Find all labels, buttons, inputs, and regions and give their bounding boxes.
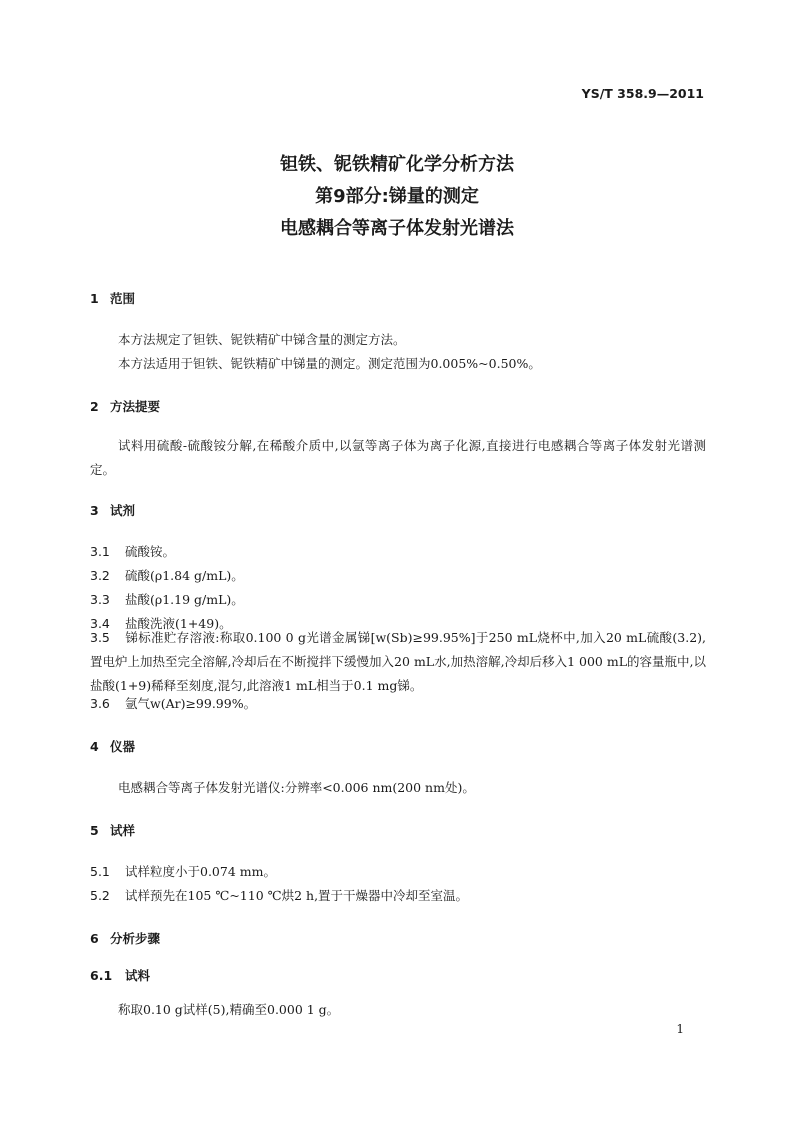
- section-1-heading: [90, 289, 135, 309]
- item-number: 3.3: [90, 592, 110, 607]
- section-4-heading: [90, 737, 135, 757]
- item-number: 3.1: [90, 544, 110, 559]
- item-text: 试样粒度小于0.074 mm。: [125, 864, 276, 879]
- page-number: 1: [676, 1022, 684, 1036]
- paragraph: 本方法适用于钽铁、铌铁精矿中锑量的测定。测定范围为0.005%~0.50%。: [118, 356, 541, 371]
- item-text: 硫酸(ρ1.84 g/mL)。: [125, 568, 244, 583]
- item-text: 锑标准贮存溶液:称取0.100 0 g光谱金属锑[w(Sb)≥99.95%]于250 mL烧杯中,加入20 mL硫酸(3.2),置电炉上加热至完全溶解,冷却后在不断搅拌下缓慢加入20 mL水,加热溶解,冷却后移入1 000 mL的容量瓶中,以盐酸(1+9)稀释至刻度,混匀,此溶液1 mL相当于0.1 mg锑。: [90, 630, 706, 693]
- item-number: 3.2: [90, 568, 110, 583]
- list-item: [90, 692, 706, 716]
- title-line-3: 电感耦合等离子体发射光谱法: [280, 218, 514, 239]
- subsection-title: 试料: [125, 968, 151, 983]
- section-title: 方法提要: [110, 399, 161, 414]
- subsection-number: 6.1: [90, 968, 113, 983]
- section-number: 3: [90, 503, 99, 518]
- item-number: 3.6: [90, 696, 110, 711]
- section-title: 范围: [110, 291, 136, 306]
- paragraph: 称取0.10 g试样(5),精确至0.000 1 g。: [118, 1002, 340, 1017]
- section-number: 1: [90, 291, 99, 306]
- section-title: 仪器: [110, 739, 136, 754]
- item-number: 3.4: [90, 616, 110, 631]
- paragraph: 本方法规定了钽铁、铌铁精矿中锑含量的测定方法。: [118, 332, 406, 347]
- section-number: 5: [90, 823, 99, 838]
- title-line-1: 钽铁、铌铁精矿化学分析方法: [280, 154, 514, 175]
- section-3-heading: [90, 501, 135, 521]
- item-text: 试样预先在105 ℃~110 ℃烘2 h,置于干燥器中冷却至室温。: [125, 888, 469, 903]
- item-number: 5.1: [90, 864, 110, 879]
- standard-code: YS/T 358.9—2011: [581, 86, 704, 101]
- item-text: 盐酸(ρ1.19 g/mL)。: [125, 592, 244, 607]
- list-item: [90, 884, 706, 908]
- paragraph: 试料用硫酸-硫酸铵分解,在稀酸介质中,以氩等离子体为离子化源,直接进行电感耦合等离子体发射光谱测定。: [90, 438, 706, 477]
- list-item: [90, 860, 706, 884]
- item-text: 盐酸洗液(1+49)。: [125, 616, 232, 631]
- list-item: [90, 588, 706, 612]
- paragraph: 电感耦合等离子体发射光谱仪:分辨率<0.006 nm(200 nm处)。: [118, 780, 475, 795]
- subsection-6-1-heading: [90, 966, 150, 986]
- list-item: [90, 626, 706, 698]
- section-number: 2: [90, 399, 99, 414]
- section-title: 试样: [110, 823, 136, 838]
- section-number: 6: [90, 931, 99, 946]
- list-item: [90, 540, 706, 564]
- item-number: 3.5: [90, 630, 110, 645]
- item-number: 5.2: [90, 888, 110, 903]
- section-title: 试剂: [110, 503, 136, 518]
- section-number: 4: [90, 739, 99, 754]
- section-5-heading: [90, 821, 135, 841]
- item-text: 硫酸铵。: [125, 544, 176, 559]
- section-6-heading: [90, 929, 160, 949]
- section-2-heading: [90, 397, 160, 417]
- list-item: [90, 564, 706, 588]
- section-title: 分析步骤: [110, 931, 161, 946]
- title-line-2: 第9部分:锑量的测定: [315, 186, 479, 207]
- item-text: 氩气w(Ar)≥99.99%。: [125, 696, 257, 711]
